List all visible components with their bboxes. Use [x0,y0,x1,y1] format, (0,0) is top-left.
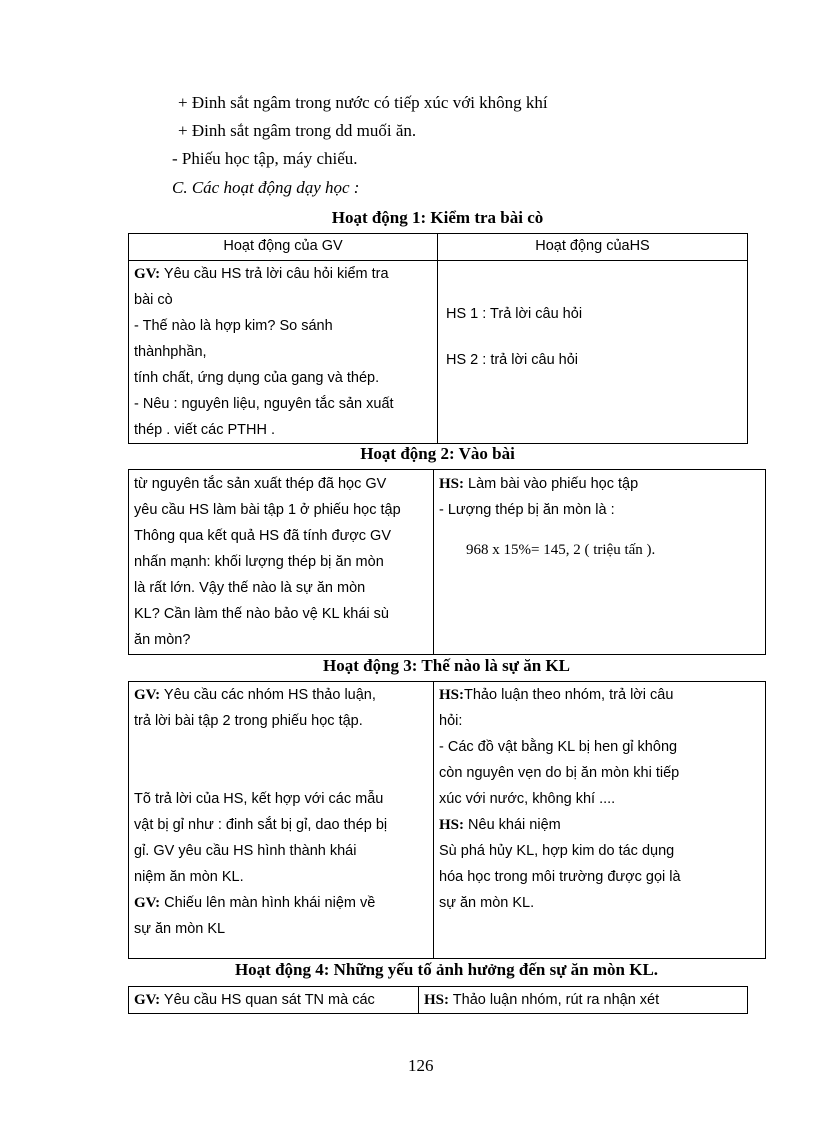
hs-label: HS: [439,476,465,492]
intro-line-1: + Đinh sắt ngâm trong nước có tiếp xúc với không khí [178,93,548,112]
activity2-hs-cell: HS: Làm bài vào phiếu học tập - Lượng thép bị ăn mòn là : 968 x 15%= 145, 2 ( triệu tấn ). [434,470,766,655]
activity3-heading: Hoạt động 3: Thế nào là sự ăn KL [323,656,570,675]
activity4-gv-cell: GV: Yêu cầu HS quan sát TN mà các [129,987,419,1014]
activity4-table [128,986,748,1014]
activity4-heading: Hoạt động 4: Những yếu tố ảnh hưởng đến sự ăn mòn KL. [234,960,659,979]
activity1-hs-cell [438,261,748,444]
activity2-heading: Hoạt động 2: Vào bài [360,444,515,463]
activity1-gv-cell: GV: Yêu cầu HS trả lời câu hỏi kiểm tra bài cò - Thế nào là hợp kim? So sánh thànhphần, tính chất, ứng dụng của gang và thép. - Nêu : nguyên liệu, nguyên tắc sản xuất thép . viết các PTHH . [129,261,438,444]
gv-label: GV: [134,266,161,282]
intro-line-3: - Phiếu học tập, máy chiếu. [172,149,358,168]
activity1-col-hs: Hoạt động củaHS [438,234,748,261]
steel-corrosion-formula: 968 x 15%= 145, 2 ( triệu tấn ). [466,542,656,558]
activity2-table [128,469,766,655]
page-number: 126 [408,1056,434,1075]
activity4-hs-cell: HS: Thảo luận nhóm, rút ra nhận xét [419,987,748,1014]
activity3-hs-cell: HS:Thảo luận theo nhóm, trả lời câu hỏi: - Các đồ vật bằng KL bị hen gỉ không còn nguyên vẹn do bị ăn mòn khi tiếp xúc với nước, không khí .... HS: Nêu khái niệm Sù phá hủy KL, hợp kim do tác dụng hóa học trong môi trường được gọi là sự ăn mòn KL. [434,682,766,959]
activity2-gv-cell: từ nguyên tắc sản xuất thép đã học GV yêu cầu HS làm bài tập 1 ở phiếu học tập Thông qua kết quả HS đã tính được GV nhấn mạnh: khối lượng thép bị ăn mòn là rất lớn. Vậy thế nào là sự ăn mòn KL? Cần làm thế nào bảo vệ KL khái sù ăn mòn? [129,470,434,655]
hs1-answer: HS 1 : Trả lời câu hỏi [446,306,583,322]
intro-line-2: + Đinh sắt ngâm trong dd muối ăn. [178,121,417,140]
activity1-table [128,233,748,444]
hs2-answer: HS 2 : trả lời câu hỏi [446,352,579,368]
activity3-gv-cell: GV: Yêu cầu các nhóm HS thảo luận, trả lời bài tập 2 trong phiếu học tập. Tõ trả lời của HS, kết hợp với các mẫu vật bị gỉ như : đinh sắt bị gỉ, dao thép bị gỉ. GV yêu cầu HS hình thành khái niệm ăn mòn KL. GV: Chiếu lên màn hình khái niệm về sự ăn mòn KL [129,682,434,959]
intro-line-4: C. Các hoạt động dạy học : [172,178,360,197]
activity1-col-gv: Hoạt động của GV [129,234,438,261]
activity1-heading: Hoạt động 1: Kiểm tra bài cò [331,208,544,227]
activity3-table [128,681,766,959]
